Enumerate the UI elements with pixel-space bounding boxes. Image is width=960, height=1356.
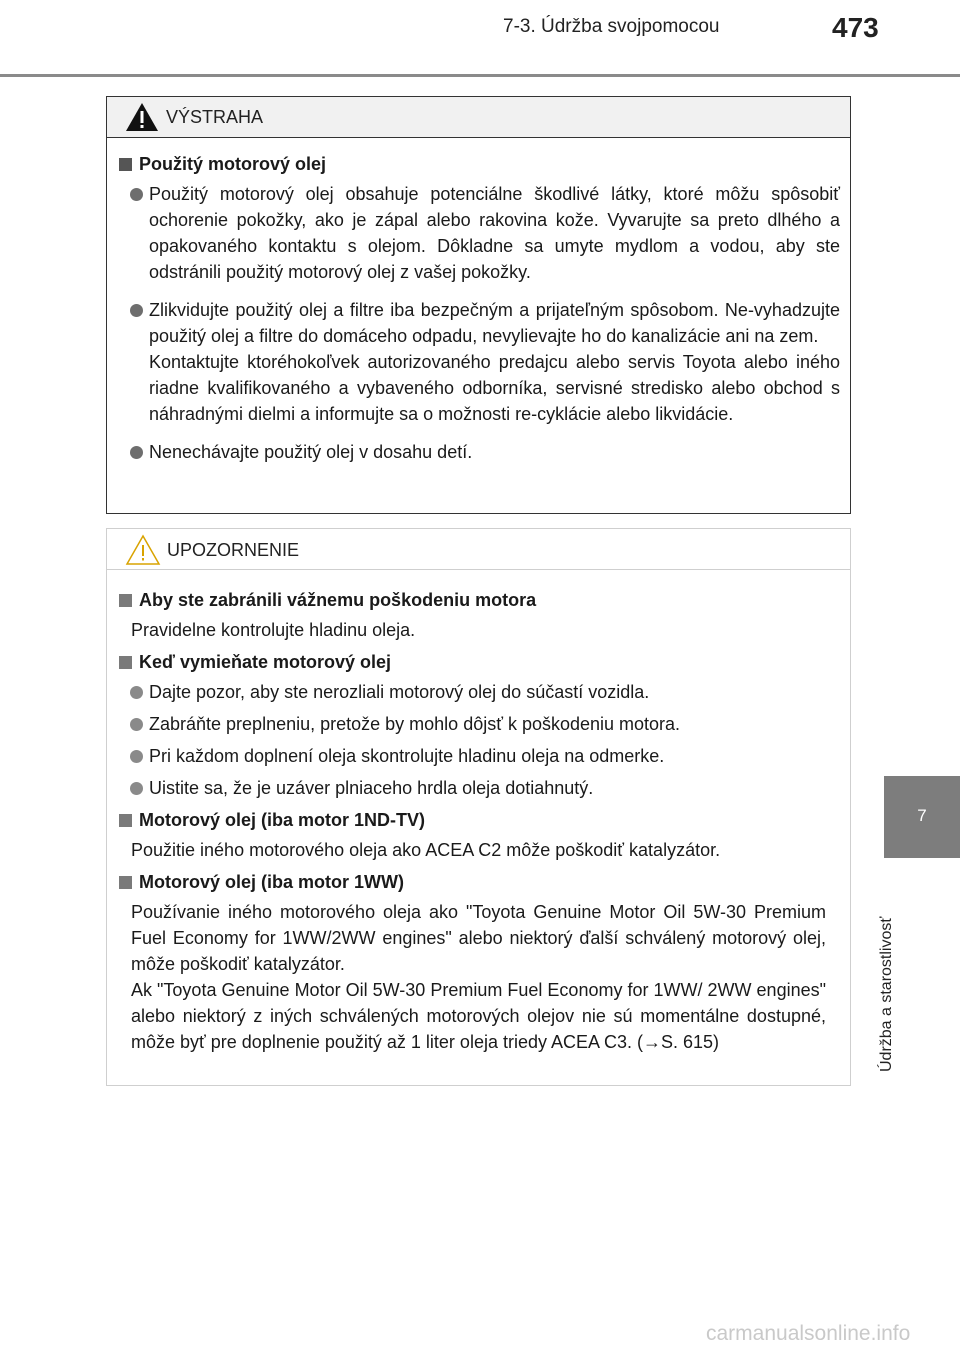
round-bullet-icon [130,304,143,317]
warning-triangle-icon [125,102,159,132]
square-bullet-icon [119,814,132,827]
heading-text: Motorový olej (iba motor 1WW) [139,872,404,892]
caution-heading [113,587,850,613]
section-title: 7-3. Údržba svojpomocou [503,16,720,37]
warning-header [107,97,850,138]
caution-heading [113,649,850,675]
round-bullet-icon [130,782,143,795]
header-rule [0,74,960,77]
bullet-text: Nenechávajte použitý olej v dosahu detí. [149,442,473,462]
square-bullet-icon [119,594,132,607]
warning-content [107,151,850,465]
warning-bullet [107,297,850,427]
caution-box [106,528,851,1086]
heading-text: Keď vymieňate motorový olej [139,652,392,672]
round-bullet-icon [130,188,143,201]
caution-text: Pravidelne kontrolujte hladinu oleja. [131,620,416,640]
heading-text: Aby ste zabránili vážnemu poškodeniu motora [139,590,537,610]
caution-heading [113,869,850,895]
caution-text: Ak "Toyota Genuine Motor Oil 5W-30 Premium Fuel Economy for 1WW/ 2WW engines" alebo niektorý z iných schválených motorových olejov nie sú momentálne dostupné, môže byť pre doplnenie použitý až 1 liter oleja triedy ACEA C3. (→S. 615) [131,980,826,1052]
caution-header [107,529,850,570]
chapter-tab [884,776,960,858]
round-bullet-icon [130,686,143,699]
bullet-text-continued: Kontaktujte ktoréhokoľvek autorizovaného predajcu alebo servis Toyota alebo iného riadne kvalifikovaného a vybaveného odborníka, servisné stredisko alebo obchod s náhradnými dielmi a informujte sa o možnosti re-cyklácie alebo likvidácie. [149,352,840,424]
round-bullet-icon [130,446,143,459]
warning-title: VÝSTRAHA [166,107,264,127]
bullet-text: Zabráňte preplneniu, pretože by mohlo dôjsť k poškodeniu motora. [149,714,681,734]
watermark-logo: carmanualsonline.info [706,1322,911,1345]
bullet-text: Dajte pozor, aby ste nerozliali motorový olej do súčastí vozidla. [149,682,650,702]
caution-triangle-icon [125,534,161,566]
page-number: 473 [832,12,879,43]
caution-heading [113,807,850,833]
square-bullet-icon [119,158,132,171]
warning-heading [113,151,850,177]
bullet-text: Zlikvidujte použitý olej a filtre iba bezpečným a prijateľným spôsobom. Ne-vyhadzujte použitý olej a filtre do domáceho odpadu, nevylievajte ho do kanalizácie ani na zem. [149,300,840,346]
caution-bullet [107,679,850,705]
page-header [0,14,960,74]
warning-bullet [107,181,850,285]
round-bullet-icon [130,718,143,731]
warning-box [106,96,851,514]
bullet-text: Pri každom doplnení oleja skontrolujte hladinu oleja na odmerke. [149,746,665,766]
square-bullet-icon [119,656,132,669]
heading-text: Použitý motorový olej [139,154,327,174]
chapter-number: 7 [917,806,927,825]
caution-title: UPOZORNENIE [167,540,300,560]
caution-bullet [107,775,850,801]
caution-bullet [107,711,850,737]
warning-bullet [107,439,850,465]
caution-bullet [107,743,850,769]
square-bullet-icon [119,876,132,889]
caution-text: Používanie iného motorového oleja ako "Toyota Genuine Motor Oil 5W-30 Premium Fuel Economy for 1WW/2WW engines" alebo niektorý ďalší schválený motorový olej, môže poškodiť katalyzátor. [131,902,826,974]
heading-text: Motorový olej (iba motor 1ND-TV) [139,810,426,830]
chapter-title: Údržba a starostlivosť [878,916,895,1072]
caution-content [107,587,850,1055]
bullet-text: Použitý motorový olej obsahuje potenciálne škodlivé látky, ktoré môžu spôsobiť ochorenie pokožky, ako je zápal alebo rakovina kože. Vyvarujte sa preto dlhého a opakovaného kontaktu s olejom. Dôkladne sa umyte mydlom a vodou, aby ste odstránili použitý motorový olej z vašej pokožky. [149,184,840,282]
round-bullet-icon [130,750,143,763]
bullet-text: Uistite sa, že je uzáver plniaceho hrdla oleja dotiahnutý. [149,778,594,798]
caution-text: Použitie iného motorového oleja ako ACEA C2 môže poškodiť katalyzátor. [131,840,721,860]
